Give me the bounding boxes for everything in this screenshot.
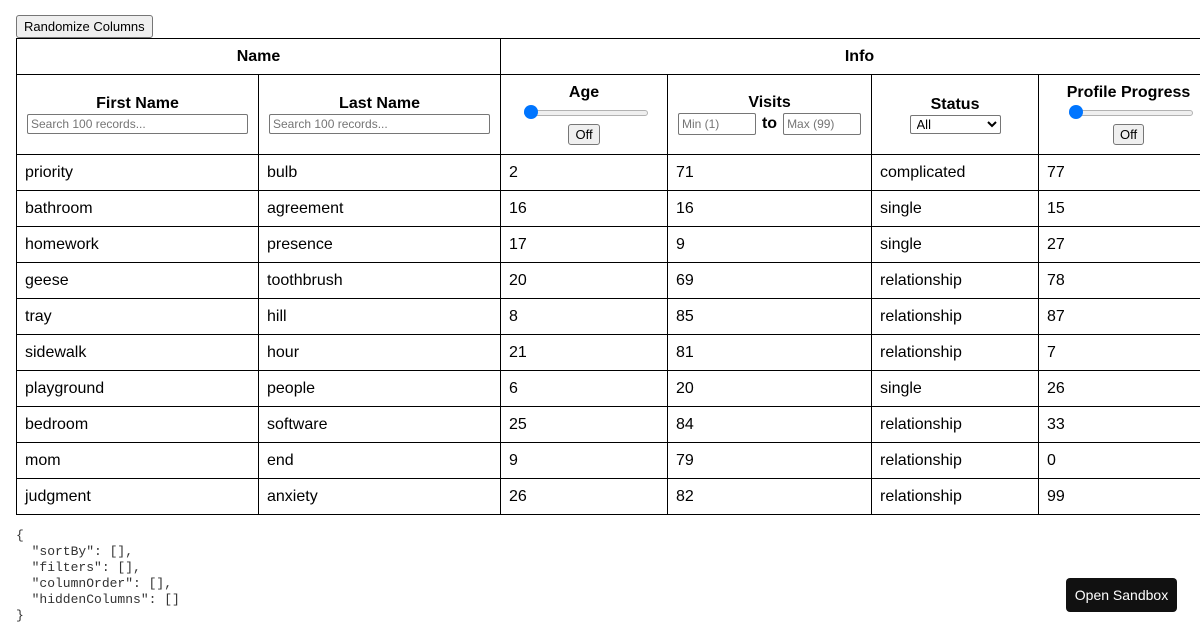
progress-slider-track [1069, 110, 1193, 116]
header-status [872, 75, 1039, 155]
progress-range-slider[interactable] [1065, 104, 1193, 120]
status-cell: relationship [872, 479, 1039, 515]
progress-cell: 7 [1039, 335, 1200, 371]
age-slider-track [524, 110, 648, 116]
visits-cell: 9 [668, 227, 872, 263]
last-name-cell: bulb [259, 155, 501, 191]
status-cell: relationship [872, 443, 1039, 479]
visits-cell: 16 [668, 191, 872, 227]
age-cell: 25 [501, 407, 668, 443]
progress-cell: 33 [1039, 407, 1200, 443]
last-name-cell: presence [259, 227, 501, 263]
header-first-name [17, 75, 259, 155]
first-name-label: First Name [96, 95, 179, 112]
header-age [501, 75, 668, 155]
table-row [17, 479, 1200, 515]
column-header-row [17, 75, 1200, 155]
last-name-cell: toothbrush [259, 263, 501, 299]
table-row [17, 227, 1200, 263]
first-name-cell: homework [17, 227, 259, 263]
age-cell: 8 [501, 299, 668, 335]
profile-progress-label: Profile Progress [1066, 84, 1191, 101]
table-row [17, 191, 1200, 227]
progress-filter-toggle-button[interactable]: Off [1113, 124, 1144, 145]
header-visits [668, 75, 872, 155]
visits-to-label: to [761, 115, 778, 132]
progress-cell: 87 [1039, 299, 1200, 335]
table-row [17, 155, 1200, 191]
group-header-name: Name [17, 39, 501, 75]
visits-cell: 20 [668, 371, 872, 407]
age-cell: 16 [501, 191, 668, 227]
age-range-slider[interactable] [520, 104, 648, 120]
header-last-name [259, 75, 501, 155]
visits-cell: 84 [668, 407, 872, 443]
visits-cell: 82 [668, 479, 872, 515]
status-cell: relationship [872, 407, 1039, 443]
table-state-json: { "sortBy": [], "filters": [], "columnOrder": [], "hiddenColumns": [] } [16, 528, 180, 623]
first-name-cell: tray [17, 299, 259, 335]
table-row [17, 299, 1200, 335]
visits-cell: 81 [668, 335, 872, 371]
progress-cell: 77 [1039, 155, 1200, 191]
table-body [17, 155, 1200, 515]
age-cell: 6 [501, 371, 668, 407]
last-name-cell: hill [259, 299, 501, 335]
header-profile-progress [1039, 75, 1200, 155]
progress-cell: 99 [1039, 479, 1200, 515]
randomize-columns-button[interactable]: Randomize Columns [16, 15, 153, 38]
age-cell: 26 [501, 479, 668, 515]
table-row [17, 443, 1200, 479]
first-name-cell: bathroom [17, 191, 259, 227]
visits-min-input[interactable] [678, 113, 756, 135]
first-name-search-input[interactable] [27, 114, 248, 134]
last-name-cell: software [259, 407, 501, 443]
status-cell: single [872, 191, 1039, 227]
age-slider-thumb[interactable] [524, 105, 538, 119]
records-table [16, 38, 1200, 515]
visits-cell: 79 [668, 443, 872, 479]
open-sandbox-button[interactable]: Open Sandbox [1066, 578, 1177, 612]
first-name-cell: geese [17, 263, 259, 299]
status-filter-select[interactable] [910, 115, 1001, 134]
progress-cell: 27 [1039, 227, 1200, 263]
status-cell: single [872, 227, 1039, 263]
progress-slider-thumb[interactable] [1069, 105, 1083, 119]
progress-cell: 15 [1039, 191, 1200, 227]
status-cell: relationship [872, 335, 1039, 371]
status-label: Status [930, 95, 980, 113]
status-cell: complicated [872, 155, 1039, 191]
table-row [17, 407, 1200, 443]
last-name-cell: people [259, 371, 501, 407]
table-row [17, 371, 1200, 407]
visits-range-filter [676, 113, 863, 135]
last-name-cell: end [259, 443, 501, 479]
age-cell: 20 [501, 263, 668, 299]
last-name-cell: agreement [259, 191, 501, 227]
first-name-cell: judgment [17, 479, 259, 515]
visits-cell: 69 [668, 263, 872, 299]
age-cell: 9 [501, 443, 668, 479]
last-name-label: Last Name [339, 95, 420, 112]
first-name-cell: mom [17, 443, 259, 479]
progress-cell: 78 [1039, 263, 1200, 299]
visits-max-input[interactable] [783, 113, 861, 135]
first-name-cell: playground [17, 371, 259, 407]
group-header-row [17, 39, 1200, 75]
table-row [17, 263, 1200, 299]
visits-label: Visits [748, 94, 791, 111]
visits-cell: 71 [668, 155, 872, 191]
age-label: Age [568, 84, 600, 101]
age-cell: 21 [501, 335, 668, 371]
age-cell: 2 [501, 155, 668, 191]
last-name-cell: anxiety [259, 479, 501, 515]
age-filter-toggle-button[interactable]: Off [568, 124, 599, 145]
status-cell: relationship [872, 263, 1039, 299]
progress-cell: 26 [1039, 371, 1200, 407]
progress-cell: 0 [1039, 443, 1200, 479]
group-header-info: Info [501, 39, 1200, 75]
first-name-cell: priority [17, 155, 259, 191]
last-name-cell: hour [259, 335, 501, 371]
first-name-cell: bedroom [17, 407, 259, 443]
visits-cell: 85 [668, 299, 872, 335]
first-name-cell: sidewalk [17, 335, 259, 371]
last-name-search-input[interactable] [269, 114, 490, 134]
age-cell: 17 [501, 227, 668, 263]
status-cell: relationship [872, 299, 1039, 335]
table-row [17, 335, 1200, 371]
status-cell: single [872, 371, 1039, 407]
